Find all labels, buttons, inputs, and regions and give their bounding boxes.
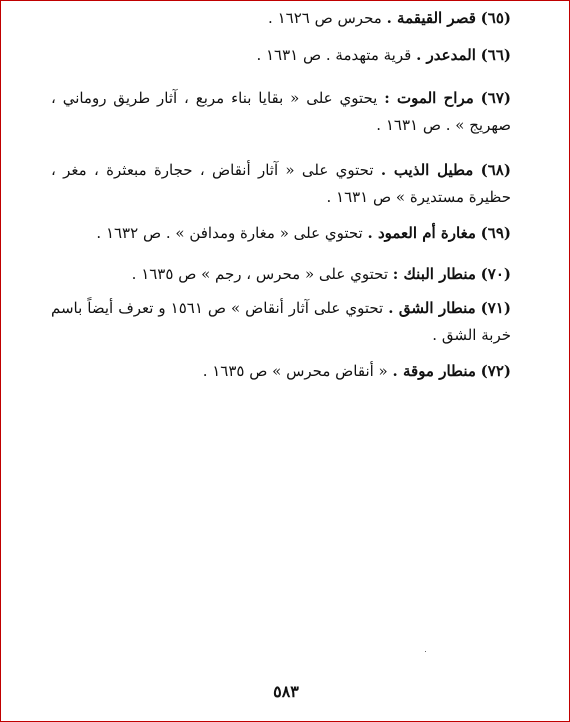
entry-text: قرية متهدمة . ص ١٦٣١ . [256,46,412,64]
entry-number: (٦٨) [480,161,511,179]
entry-name: منطار الشق . [388,299,476,317]
entry-number: (٦٧) [480,89,511,107]
entry-text: تحتوي على « محرس ، رجم » ص ١٦٣٥ . [131,265,388,283]
entry-number: (٧٢) [480,362,511,380]
entry-72 [51,358,511,385]
entry-number: (٦٥) [480,9,511,27]
entry-number: (٦٩) [480,224,511,242]
entry-name: مغارة أم العمود . [367,224,476,242]
entry-number: (٧١) [480,299,511,317]
entry-text: محرس ص ١٦٢٦ . [268,9,382,27]
entry-67 [51,85,511,139]
entry-name: المدعدر . [416,46,476,64]
entry-text: « أنقاض محرس » ص ١٦٣٥ . [202,362,388,380]
entry-text: تحتوي على آثار أنقاض » ص ١٥٦١ و تعرف أيضاً باسم خربة الشق . [51,299,511,344]
entry-69 [51,220,511,247]
entry-text: يحتوي على « بقايا بناء مربع ، آثار طريق روماني ، صهريج » . ص ١٦٣١ . [51,89,511,134]
entry-number: (٧٠) [480,265,511,283]
entry-68 [51,157,511,211]
entry-name: قصر القيقمة . [386,9,476,27]
page-number: ٥٨٣ [273,682,299,701]
entry-name: مراح الموت : [384,89,474,107]
entry-66 [51,42,511,69]
entry-70 [51,261,511,288]
scan-speck [425,651,426,652]
entry-text: تحتوي على « مغارة ومدافن » . ص ١٦٣٢ . [96,224,363,242]
entry-name: منطار موقة . [392,362,476,380]
entry-71 [51,295,511,349]
entry-65 [51,5,511,32]
entry-name: مطيل الذيب . [380,161,474,179]
entry-text: تحتوي على « آثار أنقاض ، حجارة مبعثرة ، مغر ، حظيرة مستديرة » ص ١٦٣١ . [51,161,511,206]
entry-name: منطار البنك : [392,265,476,283]
entry-number: (٦٦) [480,46,511,64]
